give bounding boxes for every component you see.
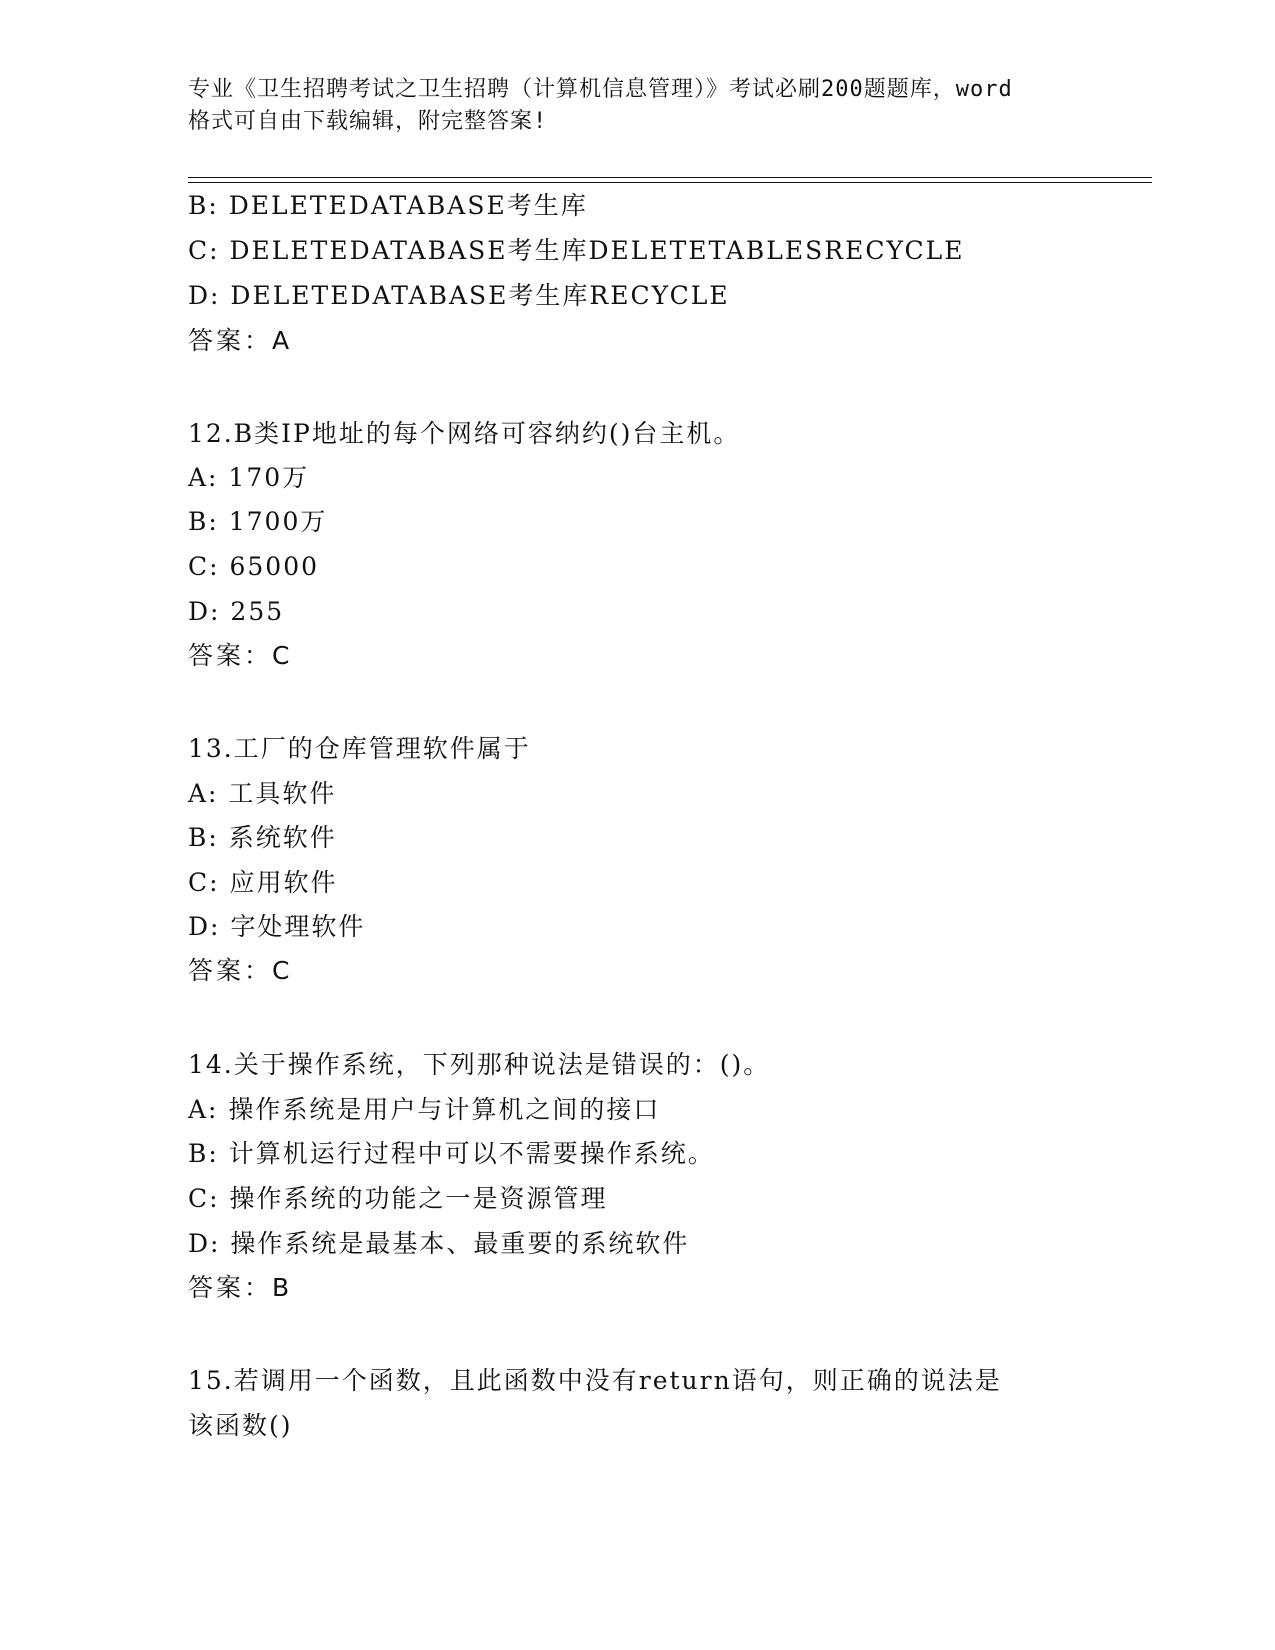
q12-option-c: C: 65000 <box>188 552 320 581</box>
q15-question-line2: 该函数() <box>188 1411 293 1440</box>
header-divider-top <box>188 177 1152 178</box>
q13-question: 13.工厂的仓库管理软件属于 <box>188 734 531 763</box>
q15-question-line1: 15.若调用一个函数，且此函数中没有return语句，则正确的说法是 <box>188 1366 1002 1395</box>
q12-option-d: D: 255 <box>188 597 285 626</box>
q14-answer: 答案：B <box>188 1273 293 1302</box>
q11-option-c: C: DELETEDATABASE考生库DELETETABLESRECYCLE <box>188 236 965 265</box>
q13-option-d: D: 字处理软件 <box>188 912 366 941</box>
q11-option-b: B: DELETEDATABASE考生库 <box>188 191 588 220</box>
q13-option-c: C: 应用软件 <box>188 868 338 897</box>
q11-answer: 答案：A <box>188 326 293 355</box>
header-title-line2: 格式可自由下载编辑，附完整答案! <box>188 109 548 134</box>
q13-option-a: A: 工具软件 <box>188 779 337 808</box>
q14-option-b: B: 计算机运行过程中可以不需要操作系统。 <box>188 1139 715 1168</box>
q12-option-a: A: 170万 <box>188 463 310 492</box>
header-divider-bottom <box>188 182 1152 183</box>
q12-option-b: B: 1700万 <box>188 507 328 536</box>
q12-question: 12.B类IP地址的每个网络可容纳约()台主机。 <box>188 419 741 448</box>
q12-answer: 答案：C <box>188 641 293 670</box>
q13-option-b: B: 系统软件 <box>188 823 337 852</box>
q14-question: 14.关于操作系统，下列那种说法是错误的：()。 <box>188 1050 771 1079</box>
document-header <box>188 74 1088 138</box>
q13-answer: 答案：C <box>188 956 293 985</box>
q14-option-c: C: 操作系统的功能之一是资源管理 <box>188 1184 608 1213</box>
q14-option-a: A: 操作系统是用户与计算机之间的接口 <box>188 1095 661 1124</box>
header-title-line1: 专业《卫生招聘考试之卫生招聘（计算机信息管理）》考试必刷200题题库，word <box>188 77 1013 102</box>
q14-option-d: D: 操作系统是最基本、最重要的系统软件 <box>188 1229 690 1258</box>
q11-option-d: D: DELETEDATABASE考生库RECYCLE <box>188 281 730 310</box>
